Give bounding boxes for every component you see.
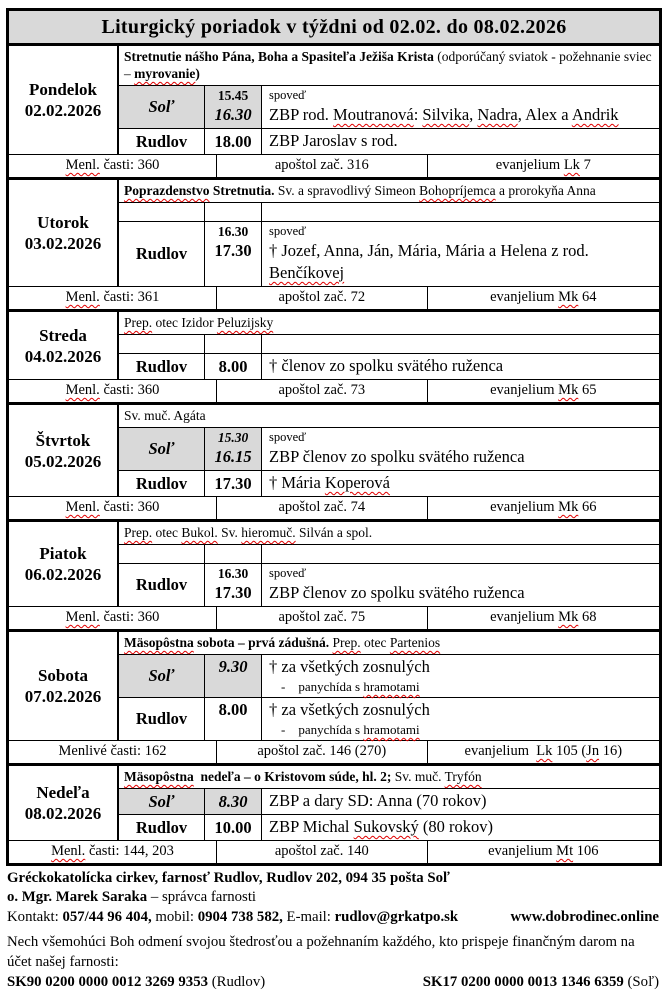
description-cell — [262, 564, 659, 606]
description-text: ZBP členov zo spolku svätého ruženca — [269, 583, 525, 602]
place-cell: Soľ — [119, 789, 205, 814]
service-row — [119, 222, 659, 286]
description-text: Moutranová — [333, 105, 414, 124]
description-text: - panychída s — [281, 679, 364, 694]
feast-text: Partenios — [389, 635, 441, 650]
day-block-utorok — [9, 180, 659, 312]
description-line — [269, 87, 653, 104]
variable-parts-ref — [9, 380, 217, 402]
gospel-ref-text: evanjelium — [490, 609, 559, 625]
place-cell — [119, 203, 205, 221]
description-cell — [262, 129, 659, 154]
days-container — [9, 46, 659, 863]
day-label — [9, 522, 119, 606]
gospel-ref-text: evanjelium — [495, 157, 564, 173]
service-time: 16.15 — [214, 447, 252, 466]
description-cell — [262, 222, 659, 286]
text-part: Gréckokatolícka cirkev, farnosť Rudlov, Rudlov 202, 094 35 pošta Soľ — [7, 870, 450, 886]
service-time: 16.30 — [217, 224, 249, 239]
day-main-row — [9, 180, 659, 286]
description-cell — [262, 86, 659, 128]
gospel-ref-text: 68 — [578, 609, 597, 625]
gospel-ref-text: Mk — [558, 289, 579, 305]
day-date: 06.02.2026 — [24, 565, 102, 584]
day-date: 03.02.2026 — [24, 234, 102, 253]
day-name: Nedeľa — [36, 783, 90, 802]
iban-rudlov-text: SK90 0200 0000 0012 3269 9353 — [7, 974, 209, 990]
variable-parts-ref-text: Menl. — [65, 382, 100, 398]
description-text: Koperová — [324, 473, 390, 492]
epistle-ref-text: apoštol zač. 140 — [274, 843, 369, 859]
description-line — [269, 472, 653, 494]
epistle-ref-text: apoštol zač. 73 — [278, 382, 366, 398]
gospel-ref-text: 16) — [599, 743, 623, 759]
gospel-ref-text: evanjelium — [490, 289, 559, 305]
contact-text: E-mail: — [282, 909, 335, 925]
blessing-text — [7, 932, 661, 972]
service-time: 17.30 — [214, 473, 252, 493]
variable-parts-ref — [9, 841, 217, 863]
description-text: Silvika — [422, 105, 470, 124]
gospel-ref-text: evanjelium — [488, 843, 557, 859]
time-cell — [205, 698, 262, 740]
gospel-ref-text: 65 — [578, 382, 597, 398]
day-rows — [119, 522, 659, 606]
day-footer — [9, 740, 659, 763]
day-main-row — [9, 632, 659, 740]
iban-rudlov — [7, 972, 265, 992]
variable-parts-ref-text: časti: 144, 203 — [85, 843, 174, 859]
variable-parts-ref — [9, 287, 217, 309]
service-time: 16.30 — [217, 566, 249, 581]
time-cell — [205, 789, 262, 814]
day-block-piatok — [9, 522, 659, 632]
time-cell — [205, 222, 262, 286]
service-row — [119, 564, 659, 606]
time-cell — [205, 354, 262, 379]
day-main-row — [9, 522, 659, 606]
variable-parts-ref-text: časti: 360 — [99, 609, 160, 625]
day-rows — [119, 180, 659, 286]
feast-text: Mäsopôstna — [124, 635, 194, 650]
service-row — [119, 655, 659, 698]
contact-text: mobil: — [151, 909, 198, 925]
text-part: – správca farnosti — [147, 889, 257, 905]
gospel-ref — [428, 497, 659, 519]
day-label — [9, 46, 119, 154]
service-time: 18.00 — [214, 131, 252, 151]
description-cell — [262, 698, 659, 740]
service-time: 8.00 — [218, 356, 248, 376]
description-line — [269, 429, 653, 446]
description-cell — [262, 335, 659, 353]
feast-text: Poprazdenstvo — [124, 183, 210, 198]
gospel-ref-text: Lk — [536, 743, 553, 759]
day-label — [9, 405, 119, 496]
service-time: 15.45 — [217, 88, 249, 103]
website-url — [510, 907, 659, 928]
description-text: - panychída s — [281, 722, 364, 737]
contact-text: Kontakt: — [7, 909, 63, 925]
feast-text: sobota – prvá zádušná. — [193, 635, 330, 650]
feast-title — [119, 46, 659, 86]
day-block-štvrtok — [9, 405, 659, 522]
time-cell — [205, 655, 262, 697]
epistle-ref — [217, 380, 428, 402]
place-cell: Rudlov — [119, 471, 205, 496]
description-line — [269, 240, 653, 284]
service-time: 15.30 — [217, 430, 249, 445]
day-main-row — [9, 766, 659, 840]
feast-title — [119, 312, 659, 335]
feast-text: ) — [195, 66, 200, 81]
gospel-ref-text: Mk — [558, 382, 579, 398]
day-block-sobota — [9, 632, 659, 766]
description-text: spoveď — [269, 224, 307, 238]
feast-title — [119, 632, 659, 655]
feast-text: Sv. muč. Agáta — [124, 408, 206, 423]
contact-text: 057/44 96 404, — [62, 909, 152, 925]
gospel-ref — [428, 607, 659, 629]
time-cell — [205, 428, 262, 470]
day-name: Pondelok — [28, 80, 98, 99]
day-block-pondelok — [9, 46, 659, 180]
epistle-ref-text: apoštol zač. 75 — [278, 609, 366, 625]
variable-parts-ref — [9, 741, 217, 763]
epistle-ref-text: apoštol zač. 146 (270) — [257, 743, 387, 759]
description-line — [269, 446, 653, 468]
time-cell — [205, 545, 262, 563]
feast-text: otec — [360, 635, 390, 650]
description-line — [269, 223, 653, 240]
description-cell — [262, 203, 659, 221]
feast-text: Bukol. — [181, 525, 218, 540]
description-text: , — [469, 105, 478, 124]
description-text: † Mária — [269, 473, 325, 492]
day-name: Piatok — [39, 544, 87, 563]
feast-text: Tryfón — [444, 769, 482, 784]
description-text: Andrik — [571, 105, 619, 124]
day-date: 08.02.2026 — [24, 804, 102, 823]
service-row — [119, 428, 659, 471]
feast-text: Sv. — [217, 525, 242, 540]
place-cell: Rudlov — [119, 564, 205, 606]
feast-text: otec — [152, 525, 182, 540]
parish-info — [6, 866, 662, 992]
gospel-ref-text: evanjelium — [490, 382, 559, 398]
description-text: (80 rokov) — [418, 817, 493, 836]
day-label — [9, 312, 119, 379]
feast-title — [119, 405, 659, 428]
gospel-ref-text: evanjelium — [490, 499, 559, 515]
variable-parts-ref-text: časti: 360 — [99, 382, 160, 398]
iban-sol — [423, 972, 659, 992]
service-row — [119, 698, 659, 740]
description-line — [269, 656, 653, 678]
gospel-ref-text: 105 ( — [552, 743, 587, 759]
day-footer — [9, 154, 659, 177]
day-rows — [119, 632, 659, 740]
service-time: 17.30 — [214, 241, 252, 260]
variable-parts-ref-text: Menl. — [65, 289, 100, 305]
place-cell — [119, 335, 205, 353]
feast-text: Prep. — [124, 525, 153, 540]
service-row — [119, 471, 659, 496]
bank-accounts-row — [7, 972, 661, 992]
variable-parts-ref — [9, 155, 217, 177]
service-row — [119, 129, 659, 154]
feast-text: otec Izidor — [152, 315, 217, 330]
place-cell: Soľ — [119, 428, 205, 470]
contact-details — [7, 907, 458, 928]
place-cell: Rudlov — [119, 129, 205, 154]
description-line — [269, 130, 653, 152]
service-time: 17.30 — [214, 583, 252, 602]
contact-text: 0904 738 582, — [197, 909, 283, 925]
place-cell: Rudlov — [119, 815, 205, 840]
day-label — [9, 766, 119, 840]
service-row — [119, 789, 659, 815]
feast-text: Prep. — [332, 635, 361, 650]
feast-text: hieromuč. — [241, 525, 296, 540]
feast-text: nedeľa – o Kristovom súde, hl. 2; — [193, 769, 392, 784]
description-text: Nadra — [477, 105, 518, 124]
variable-parts-ref-text: Menl. — [65, 609, 100, 625]
description-cell — [262, 428, 659, 470]
gospel-ref — [428, 741, 659, 763]
description-text: † členov zo spolku svätého ruženca — [269, 356, 504, 375]
gospel-ref-text: Lk — [563, 157, 580, 173]
day-name: Streda — [39, 325, 87, 345]
gospel-ref-text: 64 — [578, 289, 597, 305]
place-cell: Rudlov — [119, 698, 205, 740]
feast-text: (odporúčaný sviatok - požehnanie sviec – — [124, 49, 656, 81]
description-text: hramotami — [363, 679, 420, 694]
service-time: 8.00 — [218, 700, 248, 719]
description-line — [269, 582, 653, 604]
service-time: 10.00 — [214, 817, 252, 837]
contact-text: rudlov@grkatpo.sk — [334, 909, 459, 925]
time-cell — [205, 564, 262, 606]
epistle-ref — [217, 607, 428, 629]
description-line — [269, 721, 653, 738]
epistle-ref — [217, 287, 428, 309]
day-rows — [119, 766, 659, 840]
day-rows — [119, 312, 659, 379]
place-cell — [119, 545, 205, 563]
description-text: Sukovský — [353, 817, 419, 836]
time-cell — [205, 815, 262, 840]
time-cell — [205, 129, 262, 154]
description-text: ZBP a dary SD: Anna (70 rokov) — [269, 791, 487, 810]
description-cell — [262, 545, 659, 563]
variable-parts-ref-text: Menlivé časti: 162 — [58, 743, 167, 759]
administrator-line — [7, 888, 661, 907]
day-label — [9, 180, 119, 286]
time-cell — [205, 86, 262, 128]
gospel-ref-text: 7 — [579, 157, 591, 173]
day-footer — [9, 286, 659, 309]
day-footer — [9, 496, 659, 519]
website-text: www.dobrodinec.online — [510, 909, 659, 925]
gospel-ref-text: 106 — [573, 843, 599, 859]
description-cell — [262, 354, 659, 379]
description-cell — [262, 471, 659, 496]
day-name: Sobota — [37, 666, 89, 685]
day-name: Utorok — [37, 213, 89, 232]
text-part: o. Mgr. Marek Saraka — [7, 889, 148, 905]
description-text: : — [413, 105, 423, 124]
gospel-ref-text: evanjelium — [464, 743, 537, 759]
feast-text: Stretnutia. — [209, 183, 275, 198]
feast-text: a prorokyňa Anna — [495, 183, 596, 198]
feast-text: myrovanie — [134, 66, 196, 81]
place-cell: Rudlov — [119, 222, 205, 286]
description-cell — [262, 789, 659, 814]
feast-text: Stretnutie nášho Pána, Boha a Spasiteľa Ježiša Krista — [124, 49, 434, 64]
gospel-ref — [428, 287, 659, 309]
epistle-ref-text: apoštol zač. 74 — [278, 499, 366, 515]
day-date: 02.02.2026 — [24, 101, 102, 120]
day-block-streda — [9, 312, 659, 405]
description-text: † za všetkých zosnulých — [269, 657, 430, 676]
variable-parts-ref-text: Menl. — [51, 843, 86, 859]
service-time: 16.30 — [214, 105, 252, 124]
description-text: ZBP Jaroslav s rod. — [269, 131, 398, 150]
description-text: hramotami — [363, 722, 420, 737]
day-date: 04.02.2026 — [24, 346, 102, 366]
gospel-ref-text: Mt — [556, 843, 574, 859]
contact-row — [7, 907, 661, 928]
epistle-ref — [217, 155, 428, 177]
description-text: ZBP Michal — [269, 817, 354, 836]
place-cell: Rudlov — [119, 354, 205, 379]
day-name: Štvrtok — [35, 430, 91, 450]
day-footer — [9, 840, 659, 863]
day-main-row — [9, 405, 659, 496]
description-line — [269, 699, 653, 721]
variable-parts-ref-text: časti: 360 — [99, 499, 160, 515]
description-line — [269, 565, 653, 582]
feast-text: Prep. — [124, 315, 153, 330]
service-row-empty — [119, 545, 659, 564]
description-text: ZBP rod. — [269, 105, 334, 124]
day-main-row — [9, 312, 659, 379]
description-cell — [262, 655, 659, 697]
gospel-ref-text: 66 — [578, 499, 597, 515]
epistle-ref-text: apoštol zač. 316 — [274, 157, 369, 173]
iban-sol-text: (Soľ) — [623, 974, 659, 990]
feast-title — [119, 180, 659, 203]
parish-name-line — [7, 869, 661, 888]
day-footer — [9, 606, 659, 629]
description-text: † Jozef, Anna, Ján, Mária, Mária a Helena z rod. — [269, 241, 593, 260]
description-text: ZBP členov zo spolku svätého ruženca — [269, 447, 525, 466]
feast-title — [119, 522, 659, 545]
service-row-empty — [119, 335, 659, 354]
iban-sol-text: SK17 0200 0000 0013 1346 6359 — [422, 974, 624, 990]
feast-text: Sv. muč. — [391, 769, 445, 784]
epistle-ref — [217, 497, 428, 519]
description-cell — [262, 815, 659, 840]
time-cell — [205, 335, 262, 353]
description-text: Benčíkovej — [269, 263, 345, 282]
service-time: 8.30 — [218, 791, 248, 811]
day-date: 07.02.2026 — [24, 687, 102, 706]
description-text: spoveď — [269, 566, 307, 580]
service-row — [119, 86, 659, 129]
day-date: 05.02.2026 — [24, 451, 102, 471]
feast-text: Sv. a spravodlivý Simeon — [274, 183, 420, 198]
variable-parts-ref-text: Menl. — [65, 157, 100, 173]
feast-text: Mäsopôstna — [124, 769, 194, 784]
day-block-nedeľa — [9, 766, 659, 863]
epistle-ref — [217, 741, 428, 763]
variable-parts-ref-text: časti: 361 — [99, 289, 160, 305]
place-cell: Soľ — [119, 86, 205, 128]
feast-title — [119, 766, 659, 789]
gospel-ref-text: Jn — [586, 743, 600, 759]
epistle-ref-text: apoštol zač. 72 — [278, 289, 366, 305]
epistle-ref — [217, 841, 428, 863]
variable-parts-ref — [9, 607, 217, 629]
variable-parts-ref-text: Menl. — [65, 499, 100, 515]
service-time: 9.30 — [218, 657, 248, 676]
feast-text: Silván a spol. — [295, 525, 373, 540]
iban-rudlov-text: (Rudlov) — [208, 974, 266, 990]
description-line — [269, 678, 653, 695]
variable-parts-ref-text: časti: 360 — [99, 157, 160, 173]
service-row — [119, 354, 659, 379]
service-row — [119, 815, 659, 840]
liturgical-schedule-table — [6, 8, 662, 866]
gospel-ref — [428, 155, 659, 177]
text-part: Nech všemohúci Boh odmení svojou štedrosťou a požehnaním každého, kto prispeje finančným darom na účet našej farnosti: — [7, 934, 639, 970]
day-rows — [119, 46, 659, 154]
day-footer — [9, 379, 659, 402]
day-main-row — [9, 46, 659, 154]
service-row-empty — [119, 203, 659, 222]
place-cell: Soľ — [119, 655, 205, 697]
day-rows — [119, 405, 659, 496]
description-text: spoveď — [269, 430, 307, 444]
description-text: spoveď — [269, 88, 307, 102]
description-text: , Alex a — [517, 105, 572, 124]
feast-text: Peluzijsky — [216, 315, 274, 330]
time-cell — [205, 471, 262, 496]
gospel-ref-text: Mk — [558, 609, 579, 625]
description-line — [269, 790, 653, 812]
gospel-ref — [428, 841, 659, 863]
gospel-ref — [428, 380, 659, 402]
description-text: † za všetkých zosnulých — [269, 700, 430, 719]
page-title: Liturgický poriadok v týždni od 02.02. do 08.02.2026 — [9, 11, 659, 46]
description-line — [269, 355, 653, 377]
description-line — [269, 104, 653, 126]
day-label — [9, 632, 119, 740]
gospel-ref-text: Mk — [558, 499, 579, 515]
time-cell — [205, 203, 262, 221]
feast-text: Bohopríjemca — [419, 183, 496, 198]
description-line — [269, 816, 653, 838]
variable-parts-ref — [9, 497, 217, 519]
